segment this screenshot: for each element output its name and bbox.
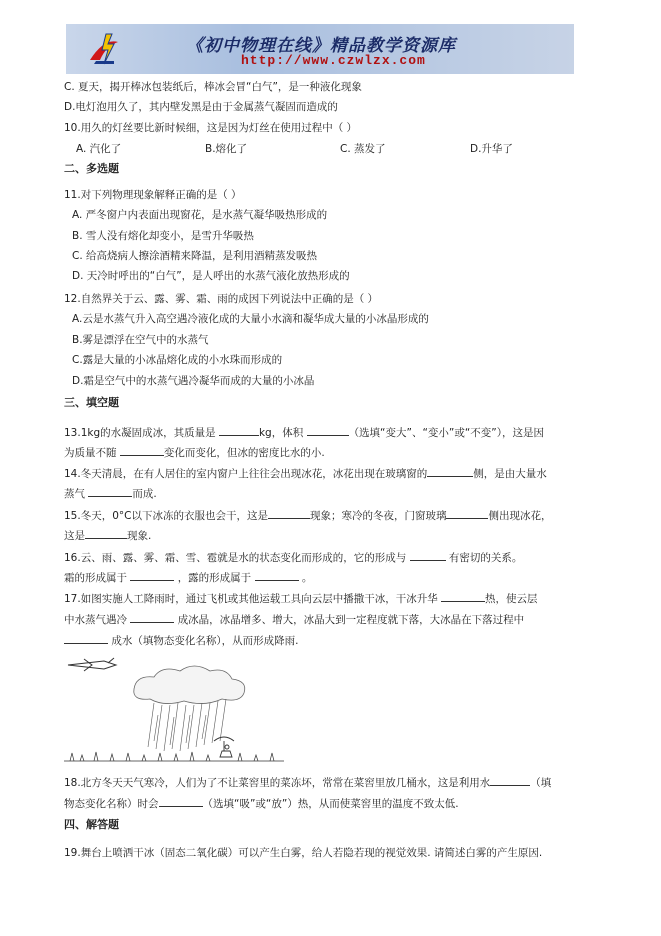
q16-line2	[64, 570, 312, 585]
q13-text-1: 13.1kg的水凝固成冰，其质量是	[64, 427, 216, 439]
q15-text-5: 现象.	[127, 530, 152, 542]
q11-option-a: A. 严冬窗户内表面出现窗花，是水蒸气凝华吸热形成的	[72, 209, 328, 221]
q19-stem: 19.舞台上喷洒干冰（固态二氧化碳）可以产生白雾，给人若隐若现的视觉效果. 请简述白雾的产生原因.	[64, 847, 543, 859]
q16-text-3: 霜的形成属于	[64, 572, 127, 584]
person-with-umbrella-icon	[214, 737, 234, 757]
q17-line2	[64, 612, 524, 627]
q13-text-2: kg，体积	[258, 427, 304, 439]
q17-line1	[64, 591, 538, 606]
q16-text-5: 。	[301, 572, 313, 584]
q13-line1	[64, 425, 544, 440]
q18-line1	[64, 775, 551, 790]
artificial-rain-illustration	[64, 655, 284, 767]
q15-line2	[64, 528, 151, 543]
q15-blank-3[interactable]	[85, 528, 127, 539]
q14-line1	[64, 466, 547, 481]
q17-line3	[64, 633, 298, 648]
logo-icon	[84, 30, 124, 70]
q16-text-4: ，露的形成属于	[177, 572, 252, 584]
q14-text-3: 蒸气	[64, 488, 85, 500]
section-heading-2: 二、多选题	[64, 162, 119, 175]
q15-text-3: 侧出现冰花，	[488, 510, 552, 522]
q12-option-d: D.霜是空气中的水蒸气遇冷凝华而成的大量的小冰晶	[72, 375, 315, 387]
q16-text-1: 16.云、雨、露、雾、霜、雪、雹就是水的状态变化而形成的，它的形成与	[64, 552, 407, 564]
airplane-icon	[68, 658, 116, 671]
q13-text-5: 变化而变化，但冰的密度比水的小.	[163, 447, 325, 459]
section-heading-4: 四、解答题	[64, 818, 119, 831]
q10-stem: 10.用久的灯丝要比新时候细，这是因为灯丝在使用过程中（ ）	[64, 122, 358, 134]
q17-blank-1[interactable]	[441, 591, 485, 602]
q15-line1	[64, 508, 551, 523]
q12-option-b: B.雾是漂浮在空气中的水蒸气	[72, 334, 209, 346]
q12-option-c: C.露是大量的小冰晶熔化成的小水珠而形成的	[72, 354, 283, 366]
q14-text-4: 而成.	[132, 488, 157, 500]
q11-stem: 11.对下列物理现象解释正确的是（ ）	[64, 189, 242, 201]
section-heading-3: 三、填空题	[64, 396, 119, 409]
q17-text-3: 中水蒸气遇冷	[64, 614, 127, 626]
q13-text-3: （选填“变大”、“变小”或“不变”），这是因	[348, 427, 544, 439]
q11-option-d: D. 天冷时呼出的“白气”，是人呼出的水蒸气液化放热形成的	[72, 270, 350, 282]
q14-text-1: 14.冬天清晨，在有人居住的室内窗户上往往会出现冰花，冰花出现在玻璃窗的	[64, 468, 428, 480]
q16-blank-3[interactable]	[255, 570, 299, 581]
q9-option-d: D.电灯泡用久了，其内壁发黑是由于金属蒸气凝固而造成的	[64, 101, 338, 113]
q13-line2	[64, 445, 325, 460]
q16-blank-2[interactable]	[130, 570, 174, 581]
q17-text-1: 17.如图实施人工降雨时，通过飞机或其他运载工具向云层中播撒干冰，干冰升华	[64, 593, 438, 605]
banner-url[interactable]: http://www.czwlzx.com	[241, 53, 426, 68]
q10-option-b: B.熔化了	[205, 143, 248, 155]
q16-line1	[64, 550, 522, 565]
q12-option-a: A.云是水蒸气升入高空遇冷液化成的大量小水滴和凝华成大量的小冰晶形成的	[72, 313, 429, 325]
q14-text-2: 侧，是由大量水	[473, 468, 547, 480]
q13-blank-2[interactable]	[307, 425, 349, 436]
header-banner	[66, 24, 574, 74]
q11-option-b: B. 雪人没有熔化却变小，是雪升华吸热	[72, 230, 254, 242]
q11-option-c: C. 给高烧病人擦涂酒精来降温，是利用酒精蒸发吸热	[72, 250, 318, 262]
q17-blank-2[interactable]	[130, 612, 174, 623]
q18-text-3: 物态变化名称）时会	[64, 798, 159, 810]
q16-text-2: 有密切的关系。	[448, 552, 523, 564]
rain-lines	[148, 699, 226, 751]
q16-blank-1[interactable]	[410, 550, 446, 561]
q18-blank-2[interactable]	[159, 796, 203, 807]
q10-option-a: A. 汽化了	[76, 143, 122, 155]
q17-text-5: 成水（填物态变化名称），从而形成降雨.	[111, 635, 299, 647]
q15-text-4: 这是	[64, 530, 85, 542]
q10-option-c: C. 蒸发了	[340, 143, 386, 155]
cloud-icon	[134, 666, 245, 704]
q18-text-1: 18.北方冬天天气寒冷，人们为了不让菜窖里的菜冻坏，常常在菜窖里放几桶水，这是利用水	[64, 777, 491, 789]
q14-blank-1[interactable]	[427, 466, 473, 477]
q14-line2	[64, 486, 157, 501]
q15-text-1: 15.冬天，0°C以下冰冻的衣服也会干，这是	[64, 510, 268, 522]
q13-blank-1[interactable]	[219, 425, 259, 436]
q17-text-2: 热，使云层	[485, 593, 538, 605]
banner-title: 《初中物理在线》精品教学资源库	[186, 36, 456, 56]
q17-text-4: 成冰晶，冰晶增多、增大，冰晶大到一定程度就下落，大冰晶在下落过程中	[177, 614, 525, 626]
q12-stem: 12.自然界关于云、露、雾、霜、雨的成因下列说法中正确的是（ ）	[64, 293, 379, 305]
q18-blank-1[interactable]	[490, 775, 530, 786]
q10-option-d: D.升华了	[470, 143, 513, 155]
q13-blank-3[interactable]	[120, 445, 164, 456]
grass-ground	[64, 752, 284, 761]
q17-blank-3[interactable]	[64, 633, 108, 644]
q15-blank-1[interactable]	[268, 508, 310, 519]
q13-text-4: 为质量不随	[64, 447, 117, 459]
q15-text-2: 现象；寒冷的冬夜，门窗玻璃	[309, 510, 447, 522]
q9-option-c: C. 夏天，揭开棒冰包装纸后，棒冰会冒“白气”，是一种液化现象	[64, 81, 362, 93]
q18-text-4: （选填“吸”或“放”）热，从而使菜窖里的温度不致太低.	[202, 798, 459, 810]
q18-line2	[64, 796, 459, 811]
q18-text-2: （填	[530, 777, 552, 789]
q14-blank-2[interactable]	[88, 486, 132, 497]
q15-blank-2[interactable]	[446, 508, 488, 519]
